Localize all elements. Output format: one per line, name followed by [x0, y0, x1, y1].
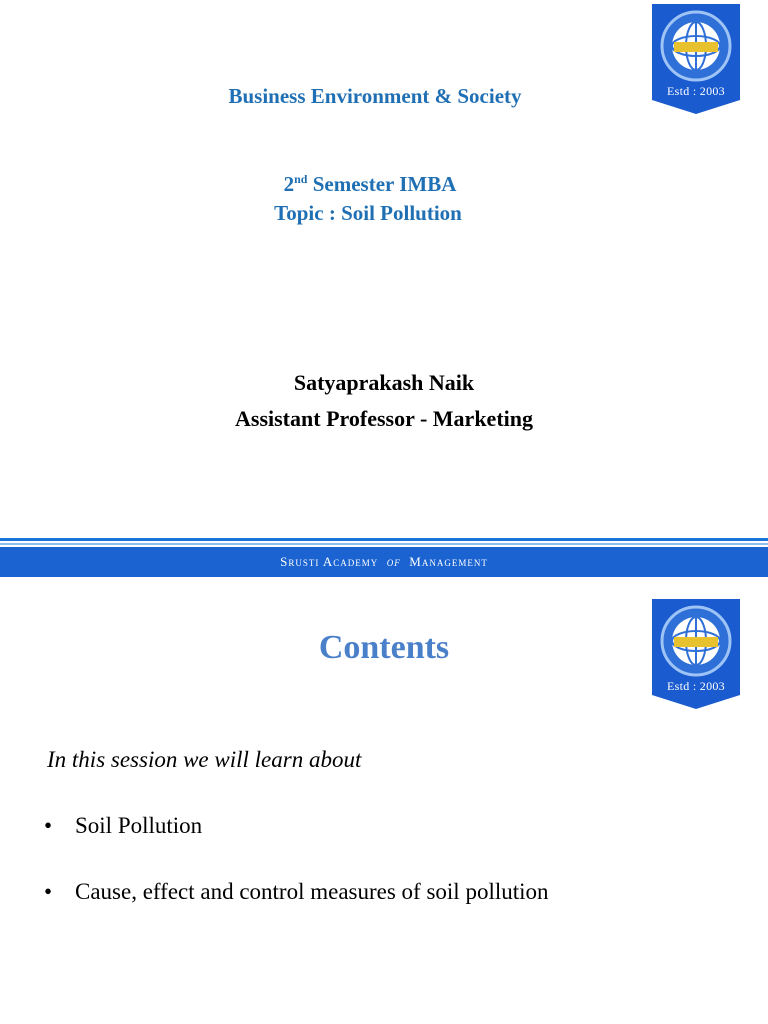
- session-intro: In this session we will learn about: [47, 747, 362, 772]
- topic-line: Topic : Soil Pollution: [274, 201, 462, 225]
- logo-estd-text: Estd : 2003: [667, 84, 725, 98]
- footer-band: [0, 538, 768, 577]
- footer-text-part2: of: [386, 554, 401, 569]
- semester-suffix: nd: [294, 172, 308, 186]
- presenter-role: Assistant Professor - Marketing: [235, 406, 533, 431]
- semester-text: Semester IMBA: [307, 172, 457, 196]
- bullet-icon: •: [44, 813, 53, 838]
- footer-bar: [0, 547, 768, 577]
- footer-institution-name: [0, 554, 768, 570]
- list-item-text: Cause, effect and control measures of soil pollution: [75, 879, 549, 904]
- list-item: [44, 879, 549, 913]
- list-item-text: Soil Pollution: [75, 813, 203, 838]
- list-item: [44, 813, 549, 847]
- footer-text-part1: Srusti Academy: [280, 554, 379, 569]
- footer-text-part3: Management: [409, 554, 488, 569]
- presenter-name: Satyaprakash Naik: [293, 370, 475, 395]
- contents-list: [44, 813, 549, 913]
- bullet-icon: •: [44, 879, 53, 904]
- course-title: Business Environment & Society: [228, 84, 522, 108]
- footer-stripe-light: [0, 543, 768, 545]
- contents-slide: [0, 577, 768, 1024]
- footer-stripe: [0, 538, 768, 541]
- semester-number: 2: [283, 172, 295, 196]
- logo-estd-text: Estd : 2003: [667, 679, 725, 693]
- semester-line: [0, 172, 740, 197]
- contents-title: Contents: [318, 629, 450, 666]
